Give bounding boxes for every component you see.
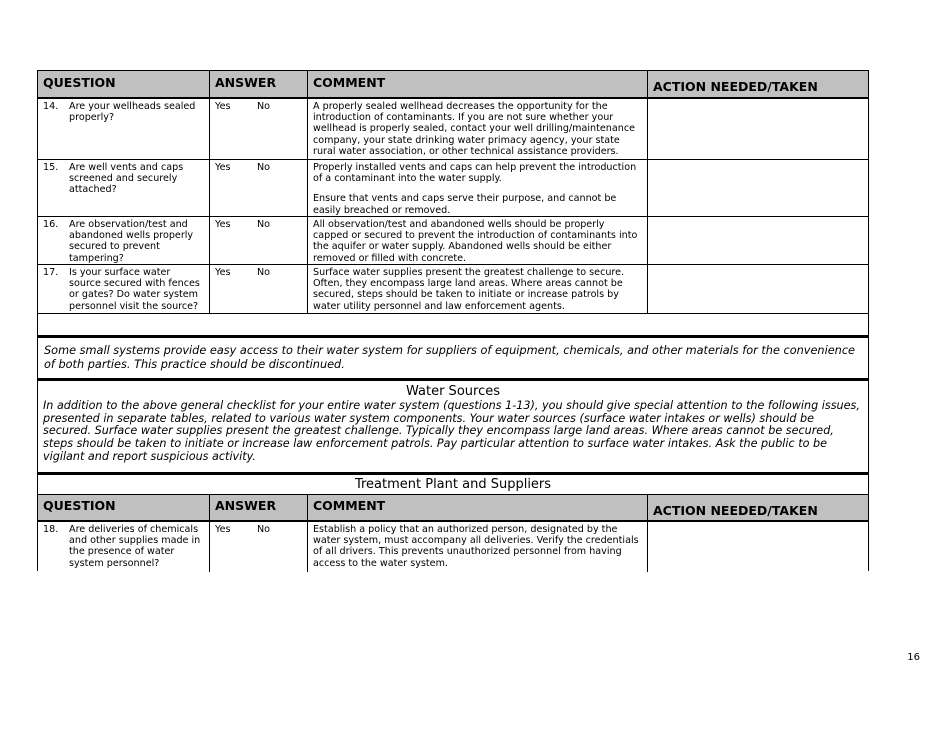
table-row-15-action[interactable] <box>648 160 868 217</box>
header-comment: COMMENT <box>308 495 648 522</box>
empty-row <box>38 313 868 336</box>
table-row-14-question <box>38 99 210 160</box>
table-row-16-question <box>38 217 210 265</box>
header-answer: ANSWER <box>210 495 308 522</box>
header-comment: COMMENT <box>308 71 648 99</box>
water-sources-section <box>37 381 869 475</box>
question-text: Are deliveries of chemicals and other supplies made in the presence of water system personnel? <box>69 524 201 569</box>
treatment-section-title: Treatment Plant and Suppliers <box>37 475 869 495</box>
table-row-18-question <box>38 522 210 572</box>
answer-no[interactable]: No <box>257 524 271 535</box>
answer-yes[interactable]: Yes <box>215 267 231 278</box>
checklist-table-upper <box>37 70 869 338</box>
table-row-17-answer <box>210 265 308 313</box>
question-number: 14. <box>43 101 59 112</box>
table-row-15-comment <box>308 160 648 217</box>
comment-text: Ensure that vents and caps serve their purpose, and cannot be easily breached or removed. <box>313 193 617 216</box>
table-row-18-comment <box>308 522 648 572</box>
table-row-18-action[interactable] <box>648 522 868 572</box>
checklist-table-lower <box>37 494 869 571</box>
table-row-16-comment <box>308 217 648 265</box>
table-row-15-question <box>38 160 210 217</box>
table-row-14-comment <box>308 99 648 160</box>
water-sources-title: Water Sources <box>406 384 500 399</box>
table-row-17-question <box>38 265 210 313</box>
question-text: Are your wellheads sealed properly? <box>69 101 196 124</box>
question-text: Is your surface water source secured with fences or gates? Do water system personnel visit the source? <box>69 267 200 312</box>
table-row-16-answer <box>210 217 308 265</box>
answer-yes[interactable]: Yes <box>215 162 231 173</box>
answer-yes[interactable]: Yes <box>215 101 231 112</box>
comment-text: All observation/test and abandoned wells should be properly capped or secured to prevent the introduction of contaminants into the aquifer or water supply. Abandoned wells should be either removed or filled with concrete. <box>313 219 638 264</box>
water-sources-text: In addition to the above general checklist for your entire water system (questions 1-13), you should give special attention to the following issues, presented in separate tables, related to various water system components. Your water sources (surface water intakes or wells) should be secured. Surface water supplies present the greatest challenge. Typically they encompass large land areas. Where areas cannot be secured, steps should be taken to initiate or increase law enforcement patrols. Pay particular attention to surface water intakes. Ask the public to be vigilant and report suspicious activity. <box>43 399 860 463</box>
answer-yes[interactable]: Yes <box>215 524 231 535</box>
table-row-17-comment <box>308 265 648 313</box>
comment-text: A properly sealed wellhead decreases the opportunity for the introduction of contaminants. If you are not sure whether your wellhead is properly sealed, contact your well drilling/maintenance company, your state drinking water primacy agency, your state rural water association, or other technical assistance providers. <box>313 101 636 157</box>
comment-text: Properly installed vents and caps can help prevent the introduction of a contaminant into the water supply. <box>313 162 637 185</box>
answer-no[interactable]: No <box>257 101 271 112</box>
question-text: Are well vents and caps screened and securely attached? <box>69 162 184 196</box>
header-answer: ANSWER <box>210 71 308 99</box>
question-number: 17. <box>43 267 59 278</box>
question-number: 16. <box>43 219 59 230</box>
page-number: 16 <box>907 652 920 663</box>
question-number: 15. <box>43 162 59 173</box>
answer-no[interactable]: No <box>257 219 271 230</box>
comment-text: Establish a policy that an authorized person, designated by the water system, must accompany all deliveries. Verify the credentials of all drivers. This prevents unauthorized personnel from having access to the water system. <box>313 524 639 569</box>
table-row-17-action[interactable] <box>648 265 868 313</box>
table-row-14-answer <box>210 99 308 160</box>
question-text: Are observation/test and abandoned wells properly secured to prevent tampering? <box>69 219 194 264</box>
table-row-15-answer <box>210 160 308 217</box>
header-question: QUESTION <box>38 495 210 522</box>
table-row-16-action[interactable] <box>648 217 868 265</box>
header-action: ACTION NEEDED/TAKEN <box>648 495 868 522</box>
comment-text: Surface water supplies present the greatest challenge to secure. Often, they encompass large land areas. Where areas cannot be secured, steps should be taken to initiate or increase patrols by water utility personnel and law enforcement agents. <box>313 267 625 312</box>
header-action: ACTION NEEDED/TAKEN <box>648 71 868 99</box>
suppliers-note: Some small systems provide easy access to their water system for suppliers of equipment, chemicals, and other materials for the convenience of both parties. This practice should be discontinued. <box>37 338 869 381</box>
answer-no[interactable]: No <box>257 267 271 278</box>
table-row-18-answer <box>210 522 308 572</box>
answer-yes[interactable]: Yes <box>215 219 231 230</box>
answer-no[interactable]: No <box>257 162 271 173</box>
table-row-14-action[interactable] <box>648 99 868 160</box>
question-number: 18. <box>43 524 59 535</box>
header-question: QUESTION <box>38 71 210 99</box>
